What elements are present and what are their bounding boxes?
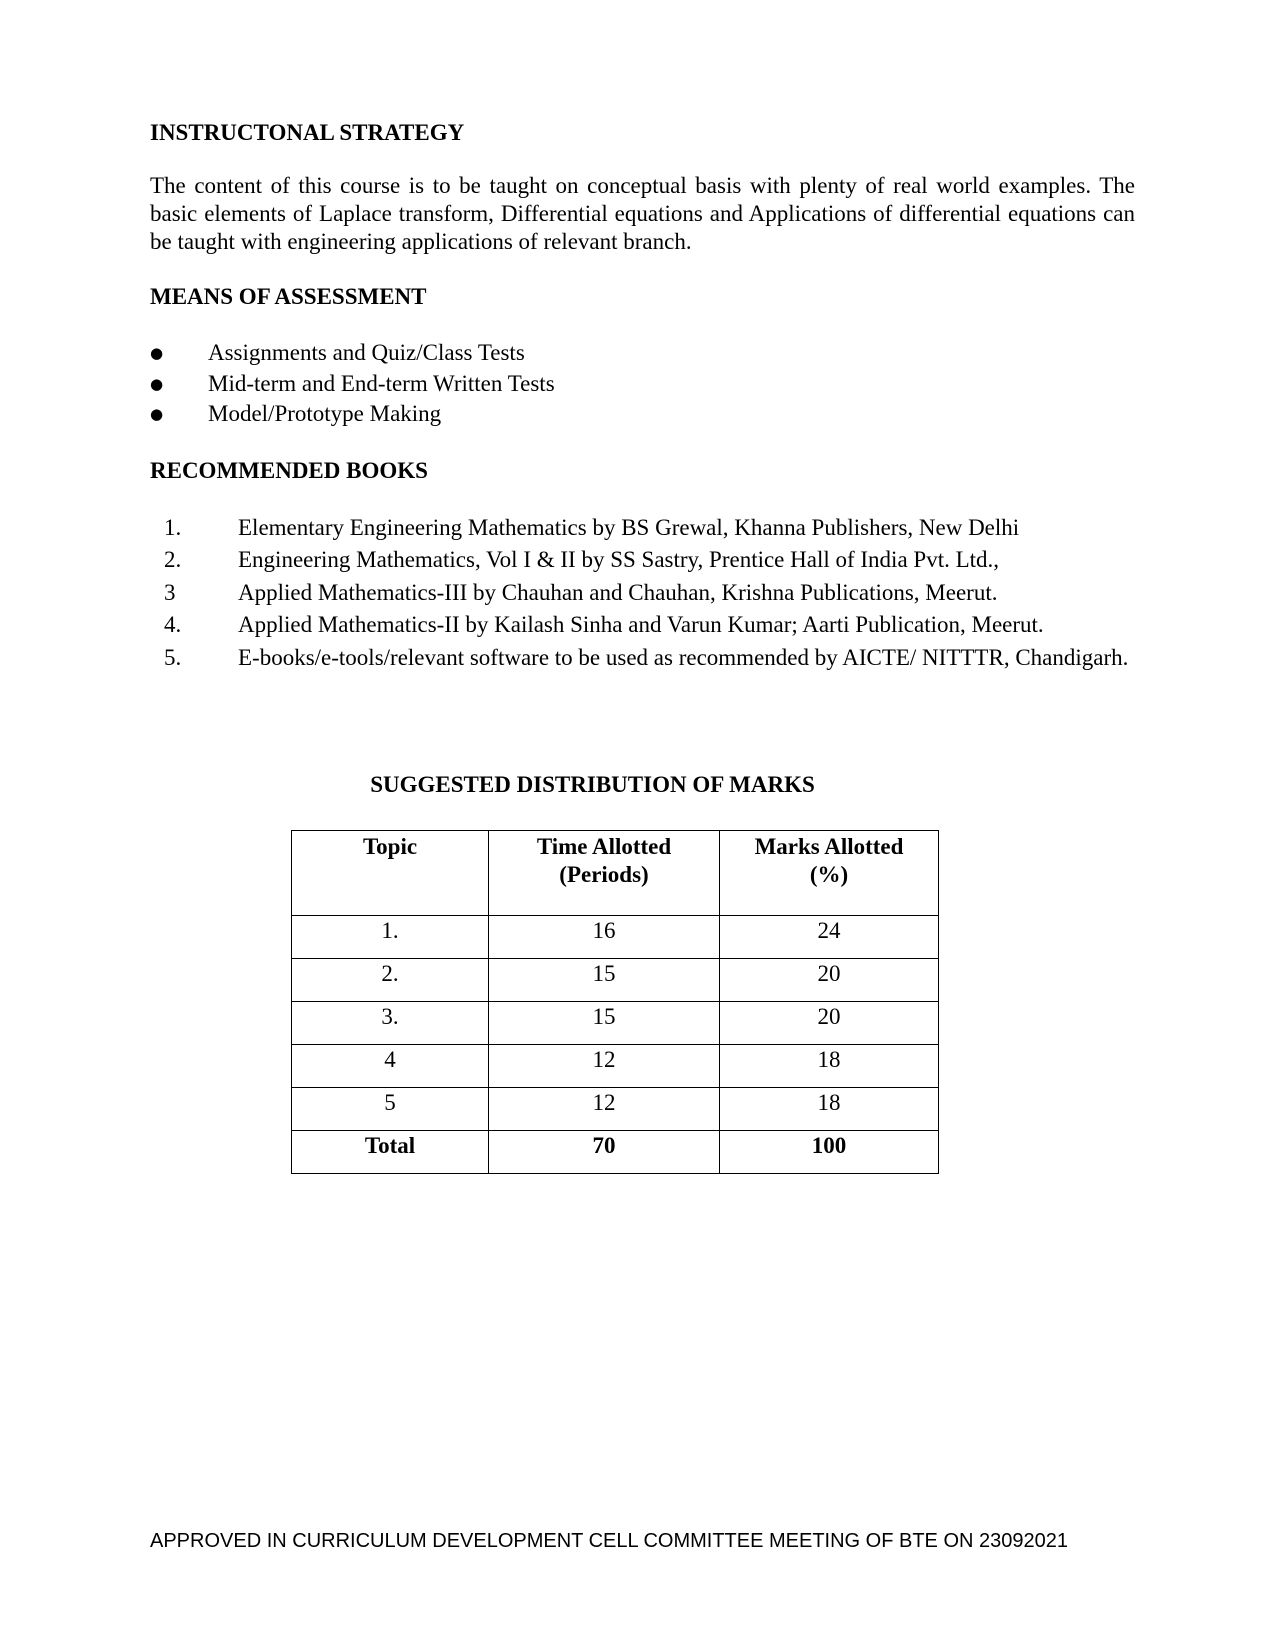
cell-time: 16 <box>489 916 720 959</box>
cell-marks: 18 <box>720 1088 939 1131</box>
document-page <box>150 118 1135 1158</box>
list-item: 3 Applied Mathematics-III by Chauhan and Chauhan, Krishna Publications, Meerut. <box>164 579 998 605</box>
list-item: ● Model/Prototype Making <box>150 399 1135 430</box>
list-item: 2. Engineering Mathematics, Vol I & II by SS Sastry, Prentice Hall of India Pvt. Ltd., <box>164 547 1000 572</box>
list-item: ● Mid-term and End-term Written Tests <box>150 369 1135 400</box>
header-marks-allotted: Marks Allotted (%) <box>720 831 939 916</box>
assessment-list <box>150 338 1135 430</box>
cell-total-time: 70 <box>489 1131 720 1174</box>
list-item: 5. E-books/e-tools/relevant software to be used as recommended by AICTE/ NITTTR, Chandigarh. <box>164 644 1129 670</box>
cell-total-marks: 100 <box>720 1131 939 1174</box>
page-footer: APPROVED IN CURRICULUM DEVELOPMENT CELL COMMITTEE MEETING OF BTE ON 23092021 <box>150 1530 1068 1552</box>
marks-table-title: SUGGESTED DISTRIBUTION OF MARKS <box>370 772 815 797</box>
cell-time: 12 <box>489 1045 720 1088</box>
bullet-icon: ● <box>150 374 164 393</box>
cell-topic: 2. <box>292 959 489 1002</box>
cell-time: 12 <box>489 1088 720 1131</box>
list-item: 1. Elementary Engineering Mathematics by BS Grewal, Khanna Publishers, New Delhi <box>164 514 1020 540</box>
table-row <box>292 1002 939 1045</box>
cell-topic: 3. <box>292 1002 489 1045</box>
cell-topic: 1. <box>292 916 489 959</box>
table-row <box>292 959 939 1002</box>
cell-total-label: Total <box>292 1131 489 1174</box>
recommended-books-heading: RECOMMENDED BOOKS <box>150 457 428 483</box>
bullet-icon: ● <box>150 405 164 423</box>
cell-marks: 24 <box>720 916 939 959</box>
instructional-strategy-paragraph: The content of this course is to be taught on conceptual basis with plenty of real world examples. The basic elements of Laplace transform, Differential equations and Applications of differential equations can be taught with engineering applications of relevant branch. <box>150 173 1135 254</box>
marks-table <box>291 830 939 1174</box>
cell-marks: 18 <box>720 1045 939 1088</box>
cell-time: 15 <box>489 1002 720 1045</box>
cell-marks: 20 <box>720 1002 939 1045</box>
table-row <box>292 916 939 959</box>
means-of-assessment-heading: MEANS OF ASSESSMENT <box>150 284 427 309</box>
table-total-row <box>292 1131 939 1174</box>
cell-marks: 20 <box>720 959 939 1002</box>
table-row <box>292 1088 939 1131</box>
cell-topic: 4 <box>292 1045 489 1088</box>
bullet-icon: ● <box>150 344 164 362</box>
table-header-row <box>292 831 939 916</box>
header-time-allotted: Time Allotted (Periods) <box>489 831 720 916</box>
cell-topic: 5 <box>292 1088 489 1131</box>
table-row <box>292 1045 939 1088</box>
cell-time: 15 <box>489 959 720 1002</box>
header-topic: Topic <box>292 831 489 916</box>
list-item: ● Assignments and Quiz/Class Tests <box>150 338 1135 369</box>
instructional-strategy-heading: INSTRUCTONAL STRATEGY <box>150 120 465 145</box>
books-list <box>150 512 1135 675</box>
list-item: 4. Applied Mathematics-II by Kailash Sinha and Varun Kumar; Aarti Publication, Meerut. <box>164 612 1044 637</box>
